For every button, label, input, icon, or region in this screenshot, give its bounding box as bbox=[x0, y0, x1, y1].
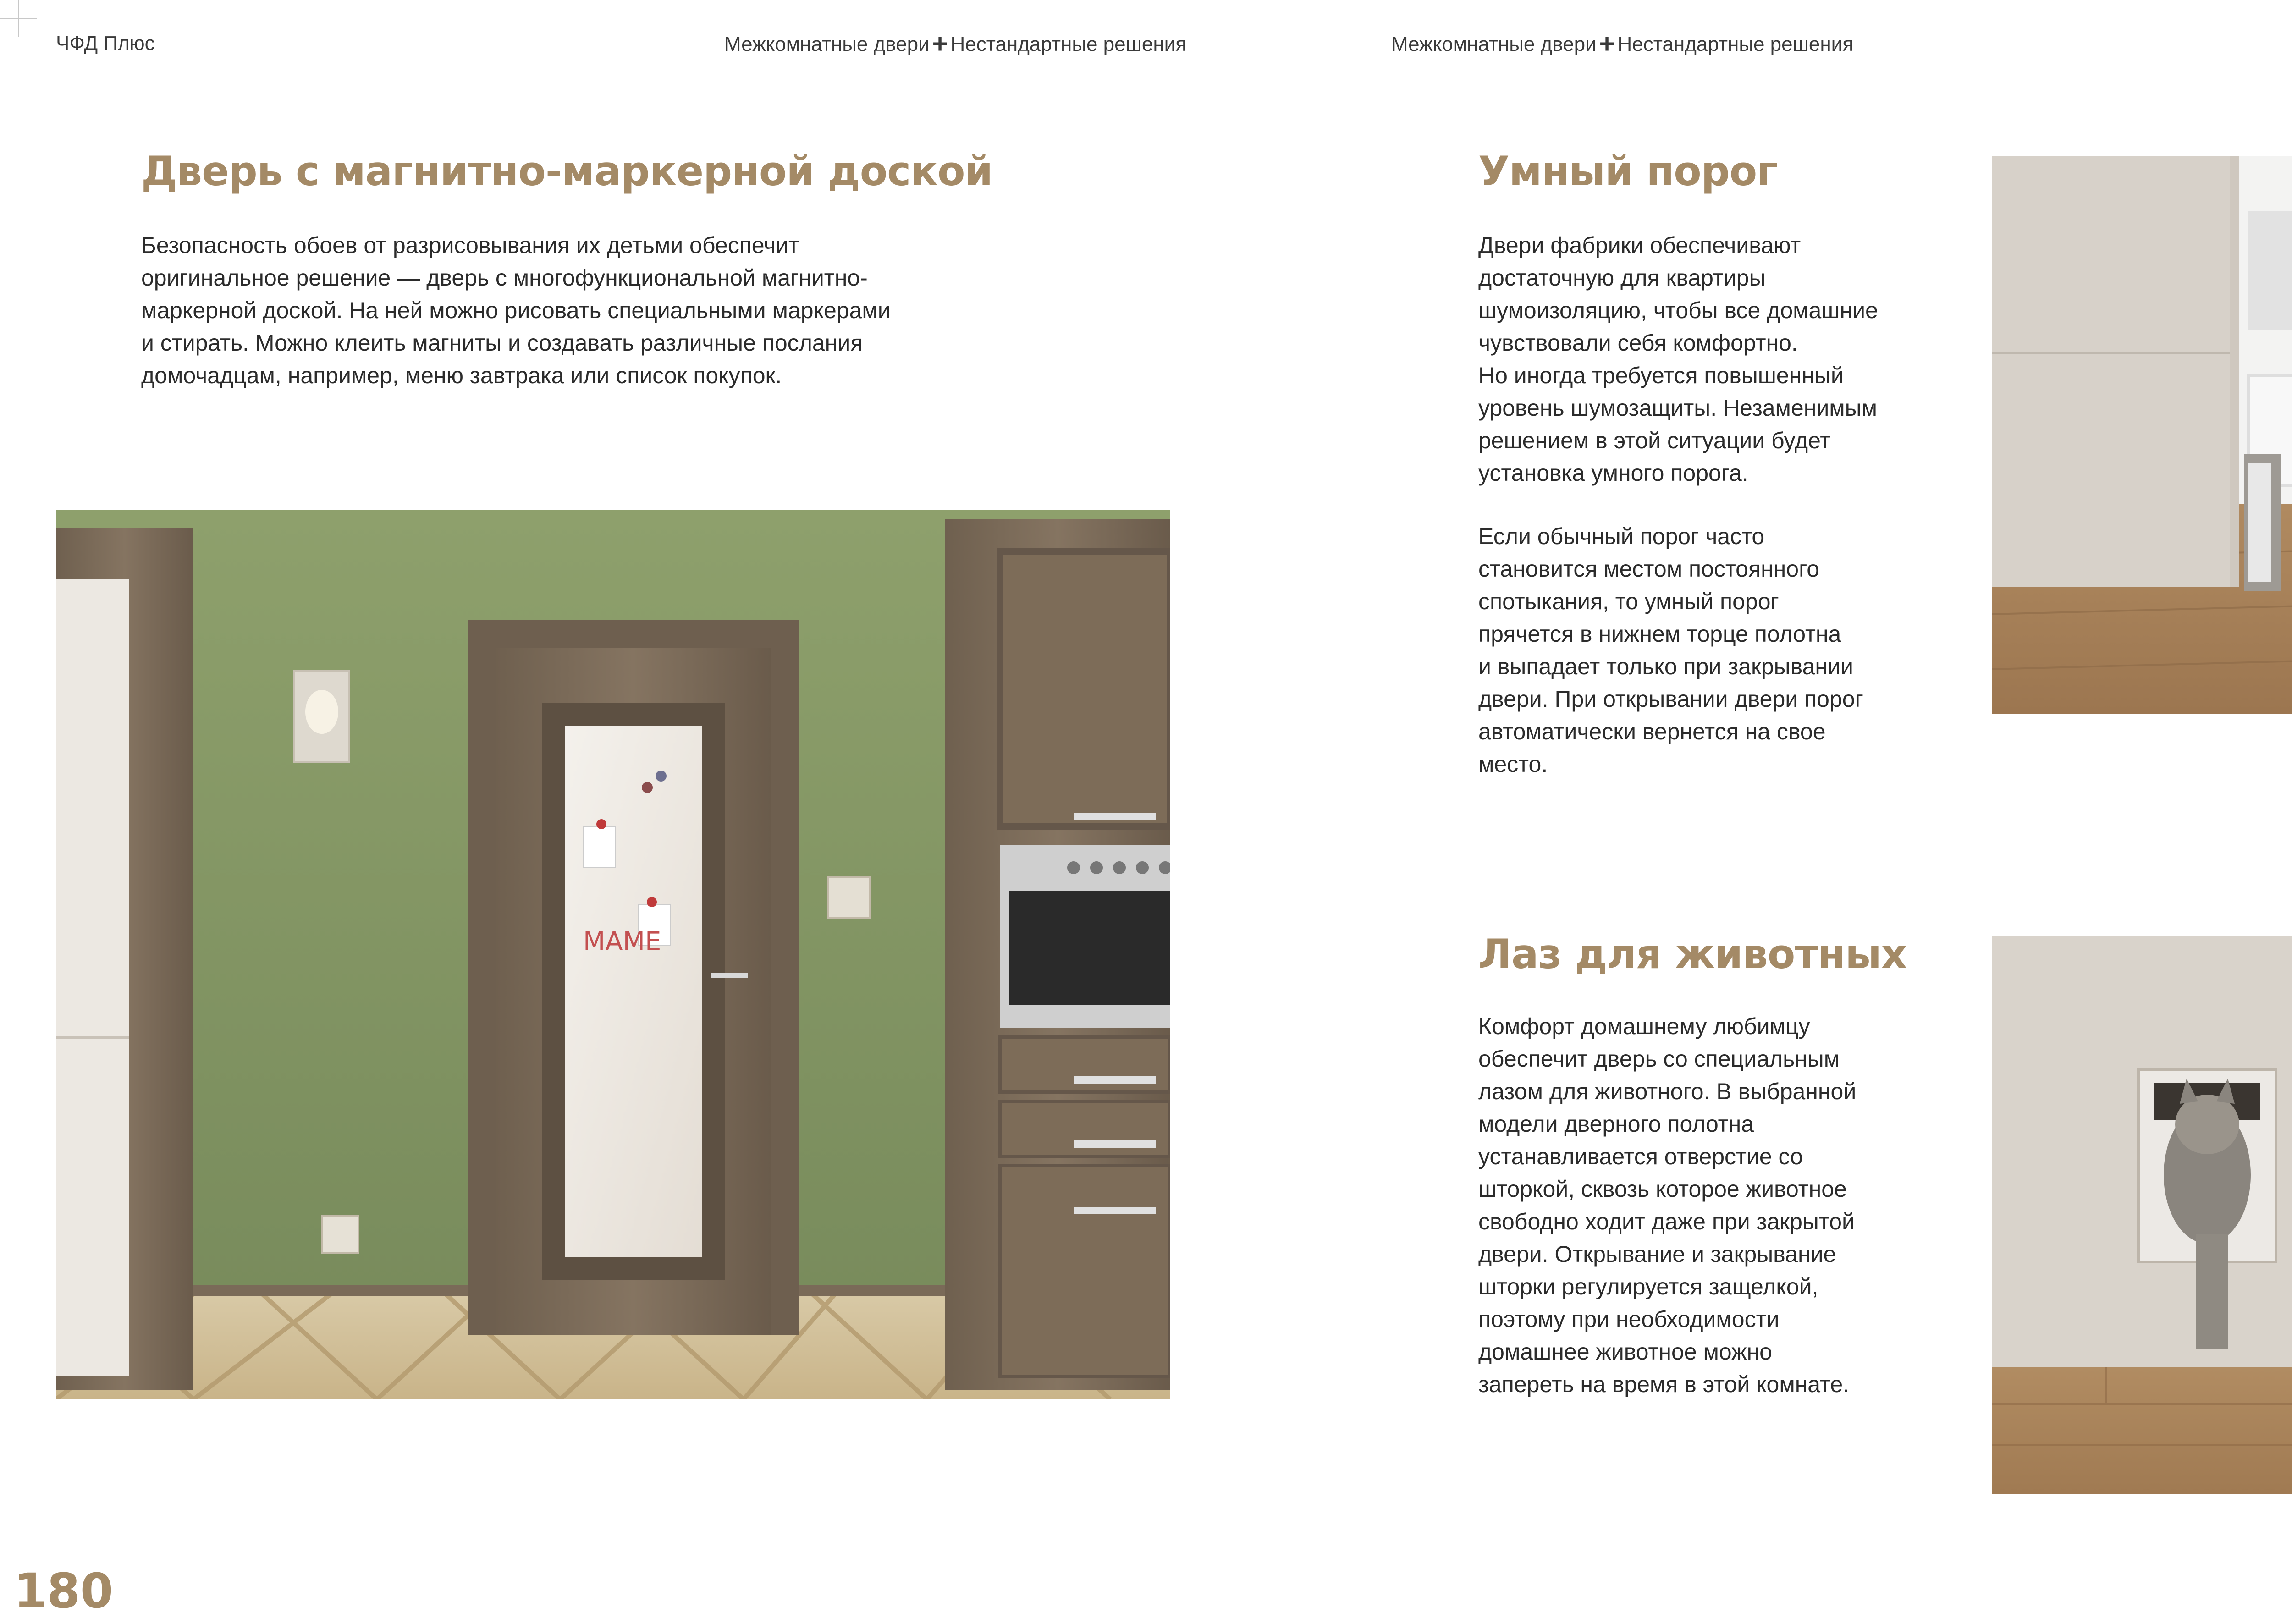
text-line: устанавливается отверстие со bbox=[1478, 1144, 1803, 1169]
text-line: Если обычный порог часто bbox=[1478, 523, 1765, 549]
text-line: лазом для животного. В выбранной bbox=[1478, 1079, 1857, 1104]
header-section-right-b: Нестандартные решения bbox=[1617, 33, 1854, 55]
text-line: и выпадает только при закрывании bbox=[1478, 654, 1853, 679]
header-plus-left: + bbox=[932, 29, 948, 59]
text-line: модели дверного полотна bbox=[1478, 1111, 1754, 1137]
text-line: спотыкания, то умный порог bbox=[1478, 589, 1779, 614]
text-line: уровень шумозащиты. Незаменимым bbox=[1478, 395, 1877, 421]
threshold-paragraph-2 bbox=[1478, 520, 1937, 781]
header-section-left bbox=[724, 28, 1186, 59]
threshold-title: Умный порог bbox=[1478, 148, 1778, 195]
text-line: место. bbox=[1478, 751, 1548, 777]
text-line: свободно ходит даже при закрытой bbox=[1478, 1209, 1855, 1234]
text-line: становится местом постоянного bbox=[1478, 556, 1820, 582]
header-brand-left: ЧФД Плюс bbox=[56, 32, 155, 55]
text-line: Комфорт домашнему любимцу bbox=[1478, 1013, 1810, 1039]
header-section-right-a: Межкомнатные двери bbox=[1391, 33, 1597, 55]
text-line: Безопасность обоев от разрисовывания их детьми обеспечит bbox=[141, 232, 799, 258]
text-line: прячется в нижнем торце полотна bbox=[1478, 621, 1841, 647]
pet-door-photo bbox=[1992, 936, 2292, 1494]
header-section-left-b: Нестандартные решения bbox=[950, 33, 1187, 55]
smart-threshold-photo bbox=[1992, 156, 2292, 714]
text-line: запереть на время в этой комнате. bbox=[1478, 1371, 1850, 1397]
threshold-paragraph-1 bbox=[1478, 229, 1937, 490]
text-line: домашнее животное можно bbox=[1478, 1339, 1772, 1365]
text-line: достаточную для квартиры bbox=[1478, 265, 1766, 291]
text-line: Двери фабрики обеспечивают bbox=[1478, 232, 1801, 258]
text-line: Но иногда требуется повышенный bbox=[1478, 363, 1844, 388]
text-line: маркерной доской. На ней можно рисовать специальными маркерами bbox=[141, 297, 891, 323]
text-line: обеспечит дверь со специальным bbox=[1478, 1046, 1840, 1072]
text-line: оригинальное решение — дверь с многофункциональной магнитно- bbox=[141, 265, 868, 291]
text-line: домочадцам, например, меню завтрака или список покупок. bbox=[141, 363, 782, 388]
left-page-paragraph bbox=[141, 229, 966, 392]
text-line: шумоизоляцию, чтобы все домашние bbox=[1478, 297, 1878, 323]
text-line: двери. При открывании двери порог bbox=[1478, 686, 1863, 712]
left-page-title: Дверь с магнитно-маркерной доской bbox=[141, 148, 993, 195]
registration-mark-left bbox=[0, 0, 37, 37]
text-line: и стирать. Можно клеить магниты и создавать различные послания bbox=[141, 330, 863, 356]
text-line: двери. Открывание и закрывание bbox=[1478, 1241, 1836, 1267]
header-section-right bbox=[1391, 28, 1853, 59]
pet-door-paragraph bbox=[1478, 1010, 1937, 1401]
magnetic-board-door-photo bbox=[56, 510, 1170, 1399]
header-plus-right: + bbox=[1599, 29, 1615, 59]
text-line: поэтому при необходимости bbox=[1478, 1306, 1780, 1332]
text-line: решением в этой ситуации будет bbox=[1478, 428, 1831, 453]
page-number-left: 180 bbox=[14, 1563, 114, 1619]
text-line: чувствовали себя комфортно. bbox=[1478, 330, 1798, 356]
text-line: шторкой, сквозь которое животное bbox=[1478, 1176, 1847, 1202]
text-line: шторки регулируется защелкой, bbox=[1478, 1274, 1818, 1299]
pet-door-title: Лаз для животных bbox=[1478, 930, 1907, 978]
text-line: автоматически вернется на свое bbox=[1478, 719, 1826, 744]
door-board-text: МАМЕ bbox=[583, 927, 661, 957]
header-section-left-a: Межкомнатные двери bbox=[724, 33, 930, 55]
text-line: установка умного порога. bbox=[1478, 460, 1748, 486]
